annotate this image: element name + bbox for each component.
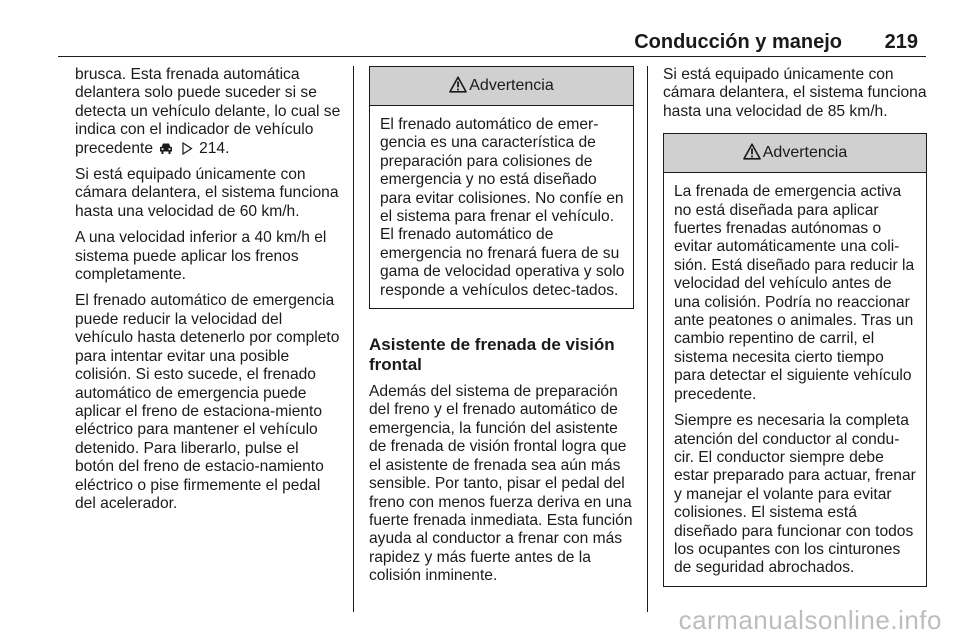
warning-text: La frenada de emergencia activa no está diseñada para aplicar fuertes frenadas autónomas o evitar automáticamente una coli-sión. Está diseñado para reducir la velocidad del vehículo antes de una colisión. Podría no reaccionar ante peatones o animales. Tras un cambio repentino de carril, el sistema necesita cierto tiempo para detectar el siguiente vehículo precedente. [674,183,915,403]
page-header [0,27,960,57]
paragraph: Además del sistema de preparación del freno y el frenado automático de emergencia, la función del asistente de frenada de visión frontal logra que el asistente de frenada sea aún más sensible. Por tanto, pisar el pedal del freno con menos fuerza deriva en una fuerte frenada inmediata. Esta función ayuda al conductor a frenar con más rapidez y más fuerte antes de la colisión inminente. [369,383,633,585]
column-divider-2 [647,66,648,612]
warning-box [369,66,634,309]
warning-box [663,133,927,587]
column-middle [369,66,634,594]
warning-header [664,134,926,173]
column-left [75,66,341,521]
section-title: Conducción y manejo [634,31,842,53]
header-rule [58,56,926,57]
column-divider-1 [353,66,354,612]
column-right [663,66,927,587]
watermark: carmanualsonline.info [678,605,942,635]
warning-header [370,67,633,106]
paragraph: A una velocidad inferior a 40 km/h el sistema puede aplicar los frenos completamente. [75,229,327,284]
paragraph: Si está equipado únicamente con cámara delantera, el sistema funciona hasta una velocidad de 60 km/h. [75,166,339,220]
warning-text: El frenado automático de emer-gencia es una característica de preparación para colisiones de emergencia y no está diseñado para evitar colisiones. No confíe en el sistema para frenar el vehículo. El frenado automático de emergencia no frenará fuera de su gama de velocidad operativa y solo responde a vehículos detec-tados. [380,116,625,299]
warning-body [370,106,633,308]
page-number: 219 [884,31,918,53]
warning-triangle-icon [449,76,467,93]
section-heading: Asistente de frenada de visión frontal [369,335,615,375]
warning-body [664,173,926,586]
paragraph: Si está equipado únicamente con cámara delantera, el sistema funciona hasta una velocidad de 85 km/h. [663,66,927,120]
warning-title: Advertencia [469,77,554,94]
warning-text: Siempre es necesaria la completa atención del conductor al condu-cir. El conductor siempre debe estar preparado para actuar, frenar y manejar el volante para evitar colisiones. El sistema está diseñado para funcionar con todos los ocupantes con los cinturones de seguridad abrochados. [674,412,916,577]
paragraph: brusca. Esta frenada automática delantera solo puede suceder si se detecta un vehículo delante, lo cual se indica con el indicador de vehículo precedente 214. [75,66,341,157]
warning-triangle-icon [743,143,761,160]
vehicle-ahead-icon [159,142,173,155]
warning-title: Advertencia [762,144,848,162]
page-reference-icon [182,142,193,155]
paragraph: El frenado automático de emergencia puede reducir la velocidad del vehículo hasta detenerlo por completo para intentar evitar una posible colisión. Si esto sucede, el frenado automático de emergencia puede aplicar el freno de estaciona-miento eléctrico para mantener el vehículo detenido. Para liberarlo, pulse el botón del freno de estacio-namiento eléctrico o pise firmemente el pedal del acelerador. [75,292,340,512]
